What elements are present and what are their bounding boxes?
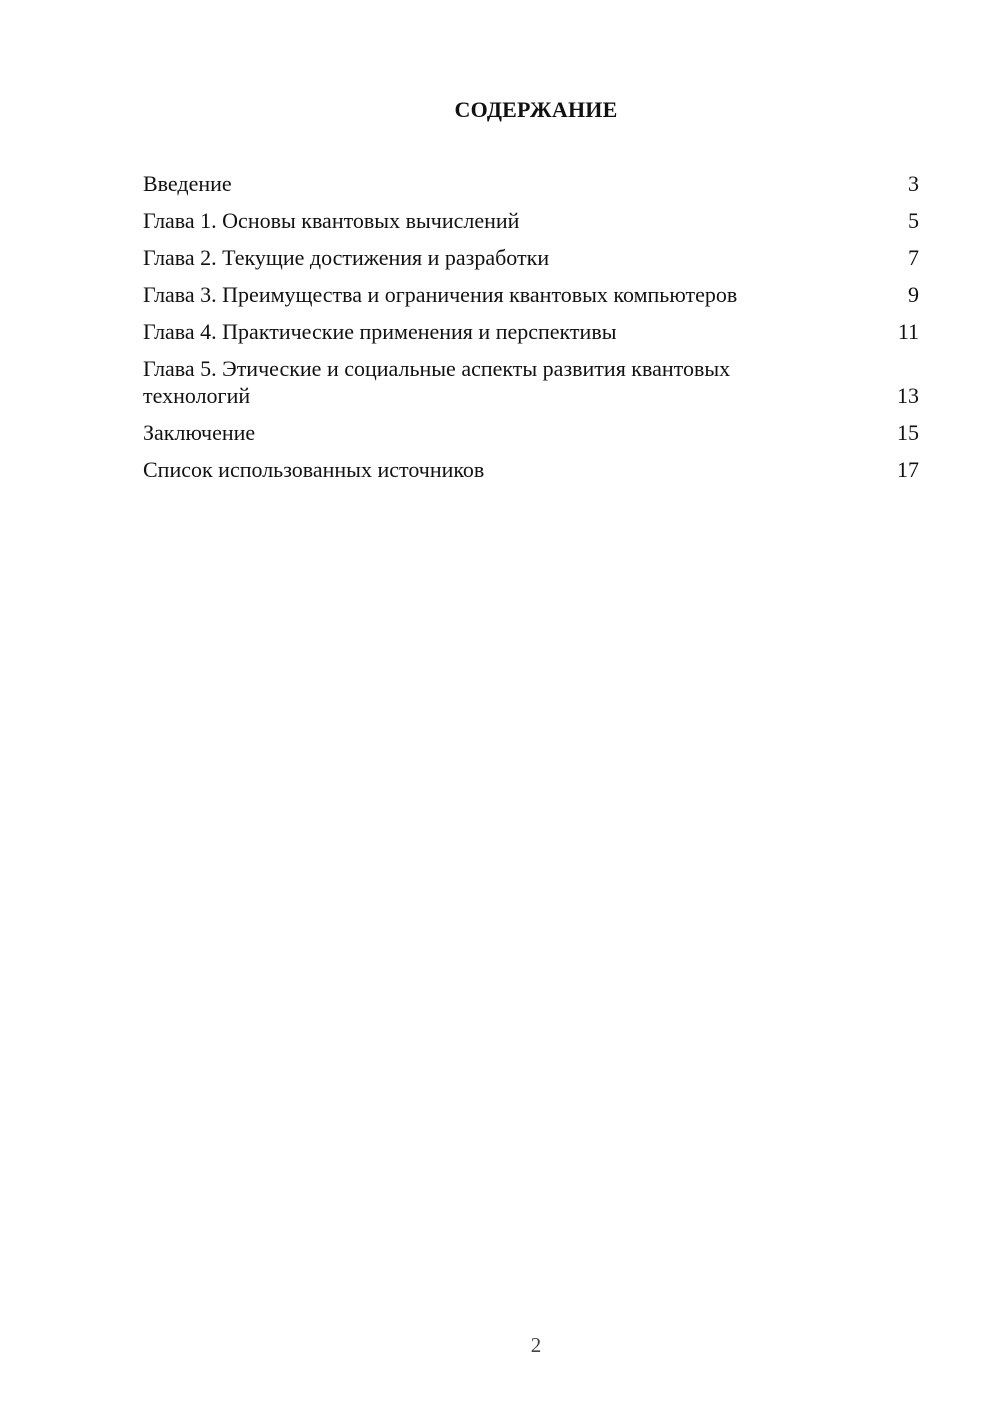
toc-entry (143, 355, 919, 409)
toc-entry-title: Введение (143, 171, 232, 196)
toc-heading: СОДЕРЖАНИЕ (454, 97, 618, 122)
toc-entry-page: 9 (908, 282, 919, 307)
toc-entry (143, 456, 919, 483)
toc-entry-page: 3 (908, 171, 919, 196)
toc-entry (143, 170, 919, 197)
toc-entry-page: 5 (908, 208, 919, 233)
toc-entry-title: Список использованных источников (143, 457, 485, 482)
toc-entry-title: Глава 1. Основы квантовых вычислений (143, 208, 520, 233)
toc-entry-title: Глава 4. Практические применения и перспективы (143, 319, 617, 344)
toc-entry-page: 17 (897, 457, 919, 482)
toc-entry-page: 7 (908, 245, 919, 270)
toc-entry (143, 281, 919, 308)
toc-entry (143, 419, 919, 446)
toc-entry-page: 15 (897, 420, 919, 445)
toc-entry (143, 207, 919, 234)
page-number: 2 (530, 1333, 542, 1357)
toc-entry (143, 318, 919, 345)
toc-entry (143, 244, 919, 271)
toc-entry-page: 11 (897, 319, 919, 344)
toc-entry-title: Глава 3. Преимущества и ограничения квантовых компьютеров (143, 282, 738, 307)
toc-entry-title: Глава 5. Этические и социальные аспекты развития квантовых технологий (143, 356, 731, 408)
toc-entry-title: Глава 2. Текущие достижения и разработки (143, 245, 550, 270)
toc-entry-title: Заключение (143, 420, 256, 445)
toc-list (143, 170, 919, 493)
toc-entry-page: 13 (897, 383, 919, 408)
